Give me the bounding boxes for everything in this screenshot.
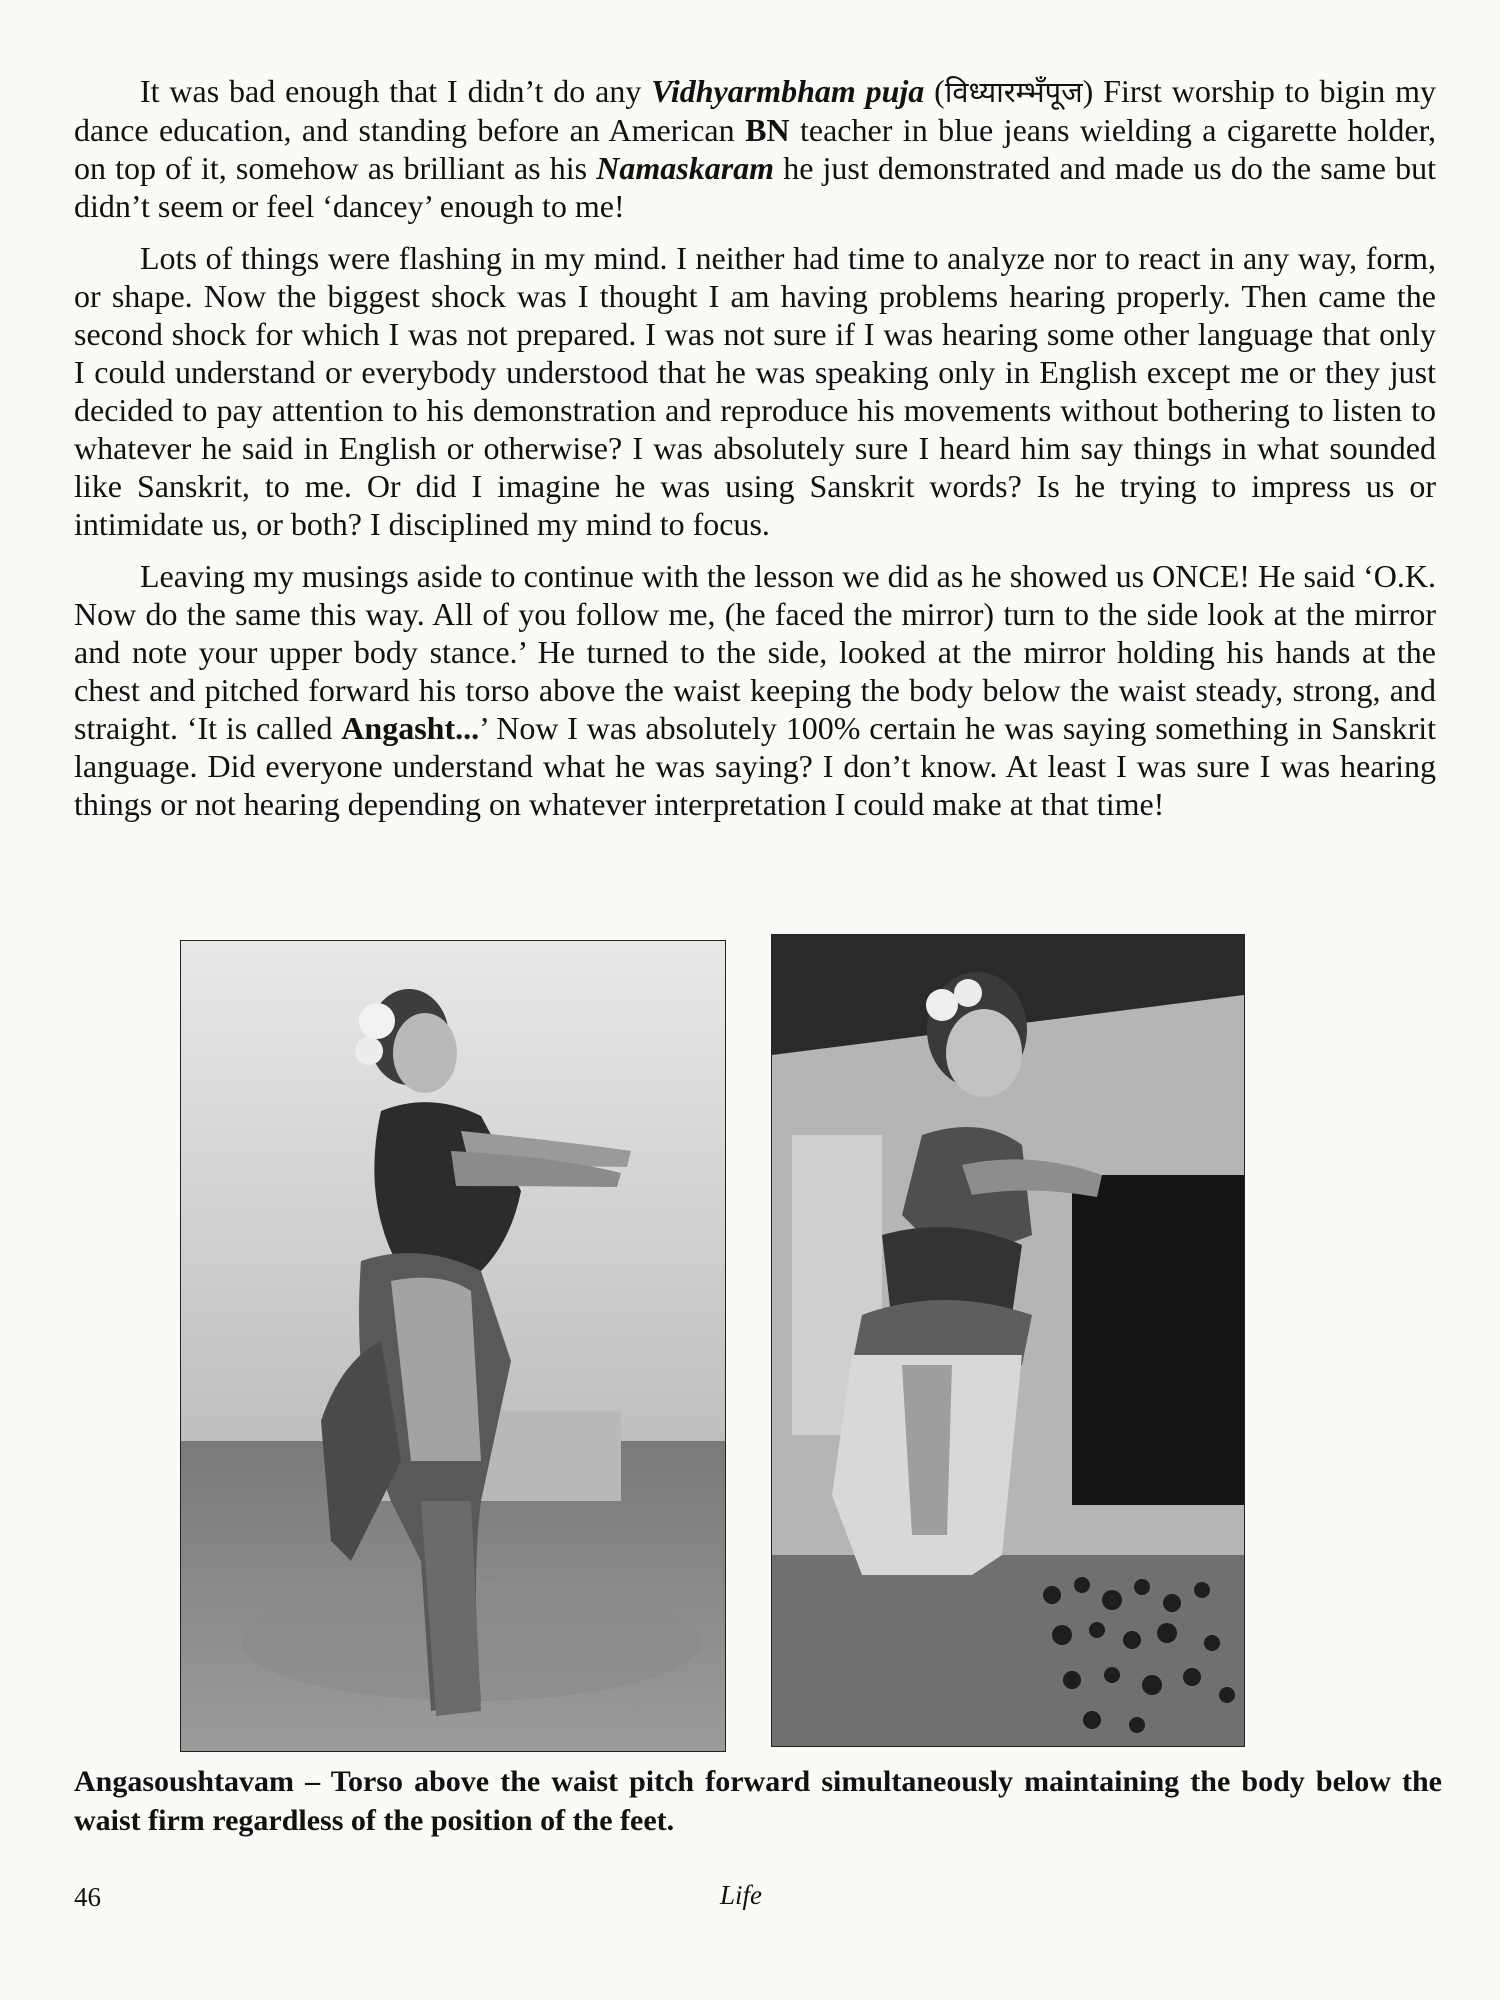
paragraph-2: Lots of things were flashing in my mind. I neither had time to analyze nor to react in any way, form, or shape. Now the biggest shock was I thought I am having problems hearing properly. Then came the second shock for which I was not prepared. I was not sure if I was hearing some other language that only I could understand or everybody understood that he was speaking only in English except me or they just decided to pay attention to his demonstration and reproduce his movements without bothering to listen to whatever he said in English or otherwise? I was absolutely sure I heard him say things in what sounded like Sanskrit, to me. Or did I imagine he was using Sanskrit words? Is he trying to impress us or intimidate us, or both? I disciplined my mind to focus. bbox=[74, 240, 1436, 542]
devanagari-term: विध्यारम्भँपूज bbox=[944, 75, 1083, 109]
term-angasht: Angasht... bbox=[341, 710, 480, 746]
body-text bbox=[74, 72, 1436, 837]
term-bn: BN bbox=[745, 112, 790, 148]
figure-caption: Angasoushtavam – Torso above the waist pitch forward simultaneously maintaining the body below the waist firm regardless of the position of the feet. bbox=[74, 1765, 1442, 1837]
paragraph-1: It was bad enough that I didn’t do any Vidhyarmbham puja (विध्यारम्भँपूज) First worship to bigin my dance education, and standing before an American BN teacher in blue jeans wielding a cigarette holder, on top of it, somehow as brilliant as his Namaskaram he just demonstrated and made us do the same but didn’t seem or feel ‘dancey’ enough to me! bbox=[74, 73, 1437, 224]
photo-dancer-left-illustration bbox=[181, 941, 725, 1751]
paragraph-3: Leaving my musings aside to continue with the lesson we did as he showed us ONCE! He said ‘O.K. Now do the same this way. All of you follow me, (he faced the mirror) turn to the side look at the mirror and note your upper body stance.’ He turned to the side, looked at the mirror holding his hands at the chest and pitched forward his torso above the waist keeping the body below the waist steady, strong, and straight. ‘It is called Angasht...’ Now I was absolutely 100% certain he was saying something in Sanskrit language. Did everyone understand what he was saying? I don’t know. At least I was sure I was hearing things or not hearing depending on whatever interpretation I could make at that time! bbox=[74, 558, 1437, 822]
term-vidhyarmbham-puja: Vidhyarmbham puja bbox=[651, 73, 925, 109]
photo-dancer-right bbox=[771, 934, 1245, 1747]
page-number: 46 bbox=[74, 1882, 101, 1912]
running-footer-title: Life bbox=[720, 1880, 763, 1910]
term-namaskaram: Namaskaram bbox=[596, 150, 775, 186]
photo-dancer-right-illustration bbox=[772, 935, 1244, 1746]
photo-dancer-left bbox=[180, 940, 726, 1752]
